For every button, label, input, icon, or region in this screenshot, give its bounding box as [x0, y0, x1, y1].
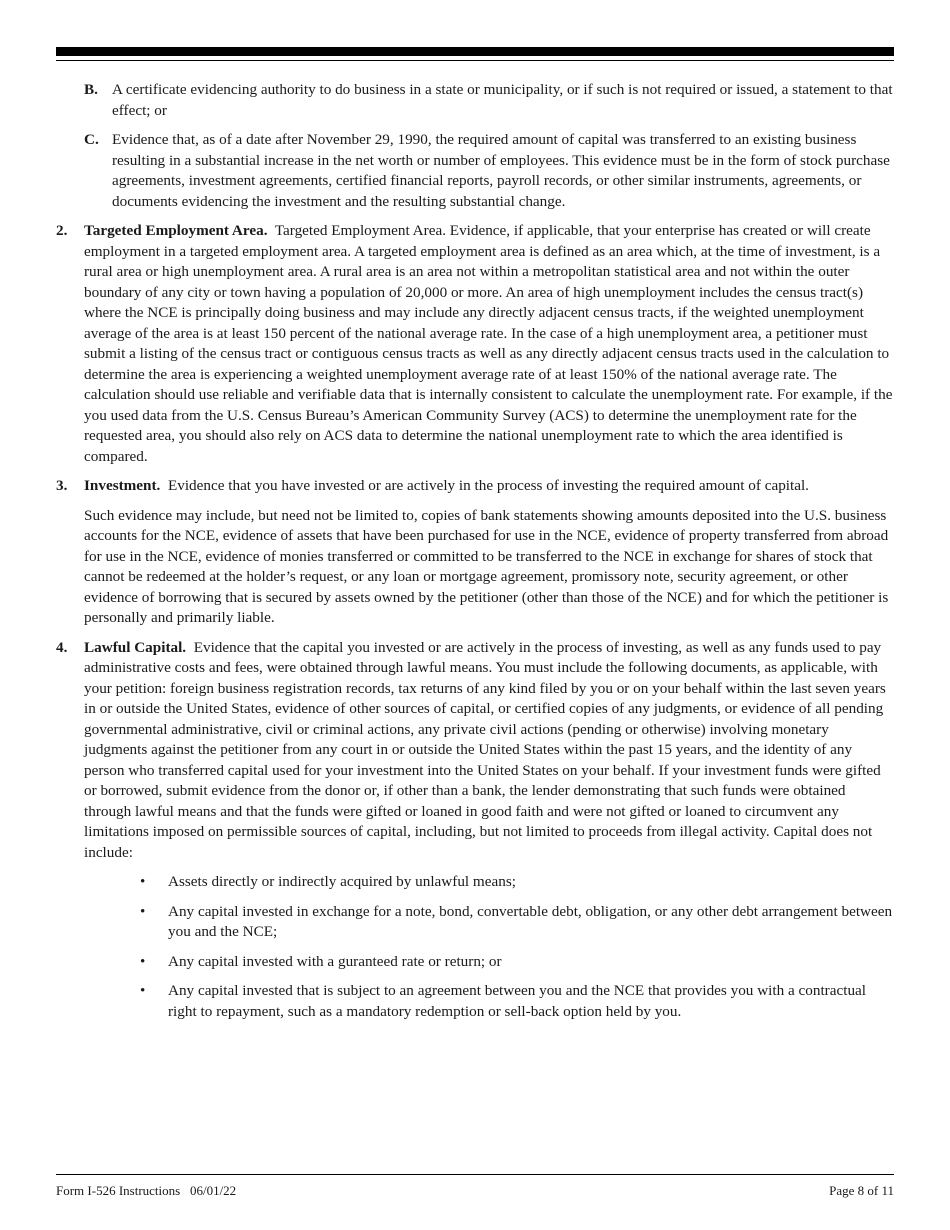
section-4-number: 4. — [56, 638, 68, 656]
item-b-label: B. — [84, 81, 98, 98]
section-2-text: Targeted Employment Area. Evidence, if applicable, that your enterprise has created or will create employment in a targeted employment area. A targeted employment area is defined as an area which, at the time of investment, is a rural area or high unemployment area. A rural area is an area not within a metropolitan statistical area and not within the outer boundary of any city or town having a population of 20,000 or more. An area of high unemployment includes the census tract(s) where the NCE is principally doing business and may include any directly adjacent census tracts, if the weighted unemployment average of the area is at least 150 percent of the national average rate. In the case of a high unemployment area, a petitioner must submit a listing of the census tract or contiguous census tracts as well as any directly adjacent census tracts used in the calculation to determine the area is experiencing a weighted unemployment average rate of at least 150% of the national average rate. The calculation should use reliable and verifiable data that is internally consistent to calculate the unemployment rate. For example, if the you used data from the U.S. Census Bureau’s American Community Survey (ACS) to determine the unemployment rate for the requested area, you should also rely on ACS data to determine the national unemployment rate to which the area identified is compared. — [84, 222, 893, 465]
item-b — [84, 80, 894, 121]
section-4-text: Evidence that the capital you invested or are actively in the process of investing, as well as any funds used to pay administrative costs and fees, were obtained through lawful means. You must include the following documents, as applicable, with your petition: foreign business registration records, tax returns of any kind filed by you or on your behalf within the last seven years in or outside the United States, evidence of other sources of capital, or certified copies of any judgments, or evidence of all pending governmental administrative, civil or criminal actions, any private civil actions (pending or otherwise) involving monetary judgments against the petitioner from any court in or outside the United States within the past 15 years, and the identity of any person who transferred capital used for your investment into the United States on your behalf. If your investment funds were gifted or borrowed, submit evidence from the donor or, if other than a bank, the lender demonstrating that such funds were obtained through lawful means and that the funds were gifted or loaned in good faith and were not gifted or loaned to circumvent any limitations imposed on permissible sources of capital, including, but not limited to proceeds from illegal activity. Capital does not include: — [84, 638, 886, 861]
bullet-icon: • — [140, 873, 146, 890]
footer-page-number: Page 8 of 11 — [829, 1183, 894, 1198]
item-c — [84, 130, 894, 212]
header-rule-thin — [56, 60, 894, 61]
section-3 — [56, 476, 894, 629]
bullet-icon: • — [140, 902, 146, 920]
footer — [56, 1183, 894, 1199]
list-item — [140, 981, 894, 1022]
list-item-text: Any capital invested with a guranteed rate or return; or — [168, 952, 502, 970]
section-2-heading: Targeted Employment Area. — [84, 222, 268, 239]
list-item — [140, 952, 894, 973]
bullet-icon: • — [140, 982, 146, 999]
section-3-number: 3. — [56, 477, 68, 494]
section-4-heading: Lawful Capital. — [84, 638, 187, 656]
section-3-text: Evidence that you have invested or are actively in the process of investing the required amount of capital. — [167, 477, 809, 494]
section-3-paragraph-2: Such evidence may include, but need not be limited to, copies of bank statements showing amounts deposited into the U.S. business accounts for the NCE, evidence of assets that have been purchased for use in the NCE, evidence of property transferred from abroad for use in the NCE, evidence of monies transferred or committed to be transferred to the NCE in exchange for shares of stock that cannot be redeemed at the holder’s request, or any loan or mortgage agreement, promissory note, security agreement, or other evidence of borrowing that is secured by assets owned by the petitioner (other than those of the NCE) and for which the petitioner is personally and primarily liable. — [84, 506, 889, 626]
list-item-text: Any capital invested that is subject to an agreement between you and the NCE that provides you with a contractual right to repayment, such as a mandatory redemption or sell-back option held by you. — [168, 982, 866, 1020]
footer-rule — [56, 1174, 894, 1175]
list-item-text: Assets directly or indirectly acquired by unlawful means; — [168, 873, 516, 890]
page-content — [56, 80, 894, 1031]
item-c-label: C. — [84, 131, 99, 148]
footer-form-id: Form I-526 Instructions 06/01/22 — [56, 1183, 237, 1198]
list-item — [140, 872, 894, 893]
header-rule-thick — [56, 47, 894, 56]
section-3-heading: Investment. — [84, 477, 161, 494]
section-4 — [56, 638, 894, 864]
item-b-text: A certificate evidencing authority to do business in a state or municipality, or if such is not required or issued, a statement to that effect; or — [112, 81, 893, 119]
list-item — [140, 902, 894, 943]
capital-exclusions-list — [56, 872, 894, 1022]
section-2 — [56, 221, 894, 467]
bullet-icon: • — [140, 952, 146, 970]
list-item-text: Any capital invested in exchange for a note, bond, convertable debt, obligation, or any other debt arrangement between you and the NCE; — [168, 902, 893, 940]
section-2-number: 2. — [56, 222, 68, 239]
item-c-text: Evidence that, as of a date after November 29, 1990, the required amount of capital was transferred to an existing business resulting in a substantial increase in the net worth or number of employees. This evidence must be in the form of stock purchase agreements, investment agreements, certified financial reports, payroll records, or other similar instruments, agreements, or documents evidencing the investment and the resulting substantial change. — [112, 131, 890, 210]
